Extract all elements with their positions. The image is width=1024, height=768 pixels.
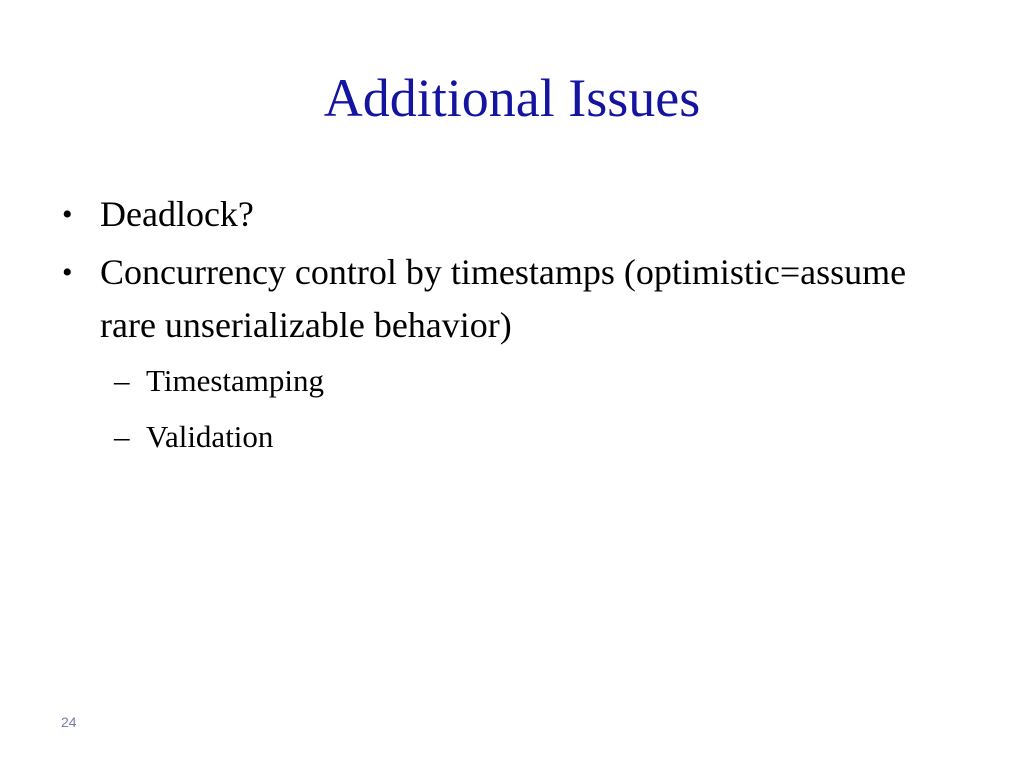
bullet-text: Concurrency control by timestamps (optimistic=assume rare unserializable behavior) (100, 252, 907, 345)
bullet-marker: • (62, 256, 73, 289)
sub-bullet-text: Validation (146, 419, 274, 454)
slide-title: Additional Issues (323, 68, 701, 128)
bullet-marker: • (62, 198, 73, 231)
sub-bullet-marker: – (114, 363, 130, 398)
slide-content (58, 188, 958, 470)
sub-bullet-marker: – (114, 419, 130, 454)
sub-bullet-item (58, 414, 958, 460)
bullet-item (58, 188, 958, 241)
sub-bullet-item (58, 358, 958, 404)
sub-bullet-text: Timestamping (146, 363, 324, 398)
slide-number: 24 (61, 714, 77, 730)
bullet-item (58, 246, 958, 352)
bullet-text: Deadlock? (100, 194, 254, 234)
